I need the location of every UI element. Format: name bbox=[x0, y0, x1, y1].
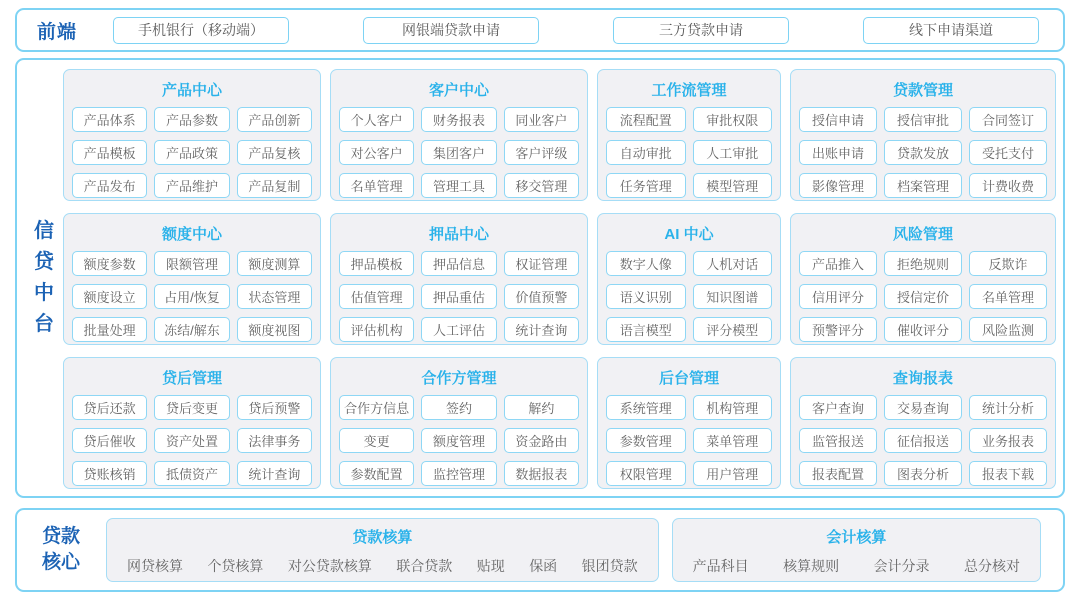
group-title: 合作方管理 bbox=[421, 370, 497, 387]
module-chip: 财务报表 bbox=[421, 107, 496, 132]
group-title: 工作流管理 bbox=[651, 82, 727, 99]
module-chip: 影像管理 bbox=[799, 173, 877, 198]
group-title: 后台管理 bbox=[658, 370, 719, 387]
module-chip: 名单管理 bbox=[339, 173, 414, 198]
module-chip: 评分模型 bbox=[693, 317, 773, 342]
module-chip: 估值管理 bbox=[339, 284, 414, 309]
module-chip: 受托支付 bbox=[969, 140, 1047, 165]
module-chip: 限额管理 bbox=[154, 251, 229, 276]
module-chip: 任务管理 bbox=[606, 173, 686, 198]
group-title: 产品中心 bbox=[161, 82, 222, 99]
group-post-loan-management bbox=[63, 357, 321, 489]
module-chip: 参数配置 bbox=[339, 461, 414, 486]
module-chip: 贷款发放 bbox=[884, 140, 962, 165]
group-items bbox=[606, 251, 772, 342]
frontend-channel: 手机银行（移动端） bbox=[113, 17, 289, 44]
module-chip: 催收评分 bbox=[884, 317, 962, 342]
module-chip: 贷账核销 bbox=[72, 461, 147, 486]
module-chip: 语义识别 bbox=[606, 284, 686, 309]
frontend-band bbox=[15, 8, 1065, 52]
group-collateral-center bbox=[330, 213, 588, 345]
module-chip: 监管报送 bbox=[799, 428, 877, 453]
module-chip: 产品政策 bbox=[154, 140, 229, 165]
module-chip: 权证管理 bbox=[504, 251, 579, 276]
module-chip: 冻结/解东 bbox=[154, 317, 229, 342]
middle-label-char: 台 bbox=[34, 313, 54, 335]
group-title: 客户中心 bbox=[428, 82, 489, 99]
module-chip: 语言模型 bbox=[606, 317, 686, 342]
core-label-line: 核心 bbox=[42, 552, 81, 573]
group-title: AI 中心 bbox=[664, 226, 714, 243]
module-chip: 菜单管理 bbox=[693, 428, 773, 453]
module-chip: 模型管理 bbox=[693, 173, 773, 198]
middle-label-char: 信 bbox=[34, 220, 54, 242]
module-chip: 反欺诈 bbox=[969, 251, 1047, 276]
module-chip: 授信定价 bbox=[884, 284, 962, 309]
frontend-channel: 三方贷款申请 bbox=[613, 17, 789, 44]
module-chip: 客户评级 bbox=[504, 140, 579, 165]
core-label-line: 贷款 bbox=[42, 526, 81, 548]
module-chip: 用户管理 bbox=[693, 461, 773, 486]
module-chip: 贷后预警 bbox=[237, 395, 312, 420]
module-chip: 业务报表 bbox=[969, 428, 1047, 453]
module-chip: 状态管理 bbox=[237, 284, 312, 309]
group-quota-center bbox=[63, 213, 321, 345]
core-item: 贴现 bbox=[476, 558, 505, 574]
module-chip: 人工评估 bbox=[421, 317, 496, 342]
module-chip: 签约 bbox=[421, 395, 496, 420]
module-chip: 变更 bbox=[339, 428, 414, 453]
group-loan-management bbox=[790, 69, 1056, 201]
core-label bbox=[42, 524, 94, 575]
module-chip: 预警评分 bbox=[799, 317, 877, 342]
core-item: 对公贷款核算 bbox=[287, 558, 372, 574]
module-chip: 统计查询 bbox=[504, 317, 579, 342]
module-chip: 人机对话 bbox=[693, 251, 773, 276]
module-chip: 信用评分 bbox=[799, 284, 877, 309]
group-items bbox=[799, 395, 1047, 486]
group-title: 贷后管理 bbox=[161, 370, 222, 387]
module-chip: 审批权限 bbox=[693, 107, 773, 132]
module-chip: 贷后催收 bbox=[72, 428, 147, 453]
group-title: 查询报表 bbox=[892, 370, 953, 387]
module-chip: 征信报送 bbox=[884, 428, 962, 453]
group-backoffice-management bbox=[597, 357, 781, 489]
core-item: 个贷核算 bbox=[207, 558, 264, 574]
core-item: 保函 bbox=[529, 558, 558, 574]
module-chip: 产品创新 bbox=[237, 107, 312, 132]
module-chip: 客户查询 bbox=[799, 395, 877, 420]
module-chip: 统计分析 bbox=[969, 395, 1047, 420]
core-sections bbox=[106, 518, 1041, 582]
module-chip: 产品复核 bbox=[237, 140, 312, 165]
module-chip: 贷后还款 bbox=[72, 395, 147, 420]
core-section-loan-accounting bbox=[106, 518, 659, 582]
module-chip: 拒绝规则 bbox=[884, 251, 962, 276]
module-chip: 资金路由 bbox=[504, 428, 579, 453]
module-chip: 产品发布 bbox=[72, 173, 147, 198]
module-chip: 档案管理 bbox=[884, 173, 962, 198]
module-chip: 产品模板 bbox=[72, 140, 147, 165]
module-chip: 数字人像 bbox=[606, 251, 686, 276]
module-chip: 押品信息 bbox=[421, 251, 496, 276]
module-chip: 额度参数 bbox=[72, 251, 147, 276]
group-items bbox=[72, 107, 312, 198]
group-items bbox=[799, 107, 1047, 198]
module-chip: 授信审批 bbox=[884, 107, 962, 132]
group-workflow-management bbox=[597, 69, 781, 201]
module-chip: 合作方信息 bbox=[339, 395, 414, 420]
module-chip: 报表下载 bbox=[969, 461, 1047, 486]
module-chip: 图表分析 bbox=[884, 461, 962, 486]
core-item: 产品科目 bbox=[692, 558, 749, 574]
core-section-items bbox=[127, 556, 638, 576]
frontend-channel: 线下申请渠道 bbox=[863, 17, 1039, 44]
group-items bbox=[339, 395, 579, 486]
group-title: 风险管理 bbox=[892, 226, 953, 243]
group-items bbox=[606, 395, 772, 486]
module-chip: 名单管理 bbox=[969, 284, 1047, 309]
module-chip: 出账申请 bbox=[799, 140, 877, 165]
middle-label bbox=[30, 216, 58, 340]
module-chip: 押品重估 bbox=[421, 284, 496, 309]
module-chip: 移交管理 bbox=[504, 173, 579, 198]
module-chip: 授信申请 bbox=[799, 107, 877, 132]
core-section-title: 贷款核算 bbox=[352, 529, 413, 546]
core-item: 总分核对 bbox=[963, 558, 1020, 574]
module-chip: 数据报表 bbox=[504, 461, 579, 486]
module-groups bbox=[63, 69, 1056, 489]
group-ai-center bbox=[597, 213, 781, 345]
frontend-label: 前端 bbox=[37, 21, 78, 43]
module-chip: 抵债资产 bbox=[154, 461, 229, 486]
module-chip: 计费收费 bbox=[969, 173, 1047, 198]
core-item: 会计分录 bbox=[873, 558, 930, 574]
group-risk-management bbox=[790, 213, 1056, 345]
core-section-accounting bbox=[672, 518, 1041, 582]
group-customer-center bbox=[330, 69, 588, 201]
module-chip: 人工审批 bbox=[693, 140, 773, 165]
module-chip: 占用/恢复 bbox=[154, 284, 229, 309]
middle-band bbox=[15, 58, 1065, 498]
module-chip: 产品维护 bbox=[154, 173, 229, 198]
module-chip: 批量处理 bbox=[72, 317, 147, 342]
module-chip: 产品体系 bbox=[72, 107, 147, 132]
module-chip: 报表配置 bbox=[799, 461, 877, 486]
module-chip: 个人客户 bbox=[339, 107, 414, 132]
module-chip: 产品复制 bbox=[237, 173, 312, 198]
middle-label-char: 中 bbox=[34, 282, 54, 304]
module-chip: 资产处置 bbox=[154, 428, 229, 453]
middle-label-char: 贷 bbox=[34, 251, 54, 273]
module-chip: 额度测算 bbox=[237, 251, 312, 276]
module-chip: 管理工具 bbox=[421, 173, 496, 198]
module-chip: 机构管理 bbox=[693, 395, 773, 420]
core-item: 核算规则 bbox=[783, 558, 840, 574]
module-chip: 对公客户 bbox=[339, 140, 414, 165]
module-chip: 额度管理 bbox=[421, 428, 496, 453]
module-chip: 法律事务 bbox=[237, 428, 312, 453]
group-items bbox=[339, 107, 579, 198]
group-title: 额度中心 bbox=[161, 226, 222, 243]
module-chip: 额度设立 bbox=[72, 284, 147, 309]
group-items bbox=[72, 395, 312, 486]
module-chip: 流程配置 bbox=[606, 107, 686, 132]
group-items bbox=[72, 251, 312, 342]
module-chip: 参数管理 bbox=[606, 428, 686, 453]
group-product-center bbox=[63, 69, 321, 201]
module-chip: 知识图谱 bbox=[693, 284, 773, 309]
module-chip: 押品模板 bbox=[339, 251, 414, 276]
core-band bbox=[15, 508, 1065, 592]
module-chip: 统计查询 bbox=[237, 461, 312, 486]
core-section-items bbox=[693, 556, 1020, 576]
module-chip: 合同签订 bbox=[969, 107, 1047, 132]
module-chip: 交易查询 bbox=[884, 395, 962, 420]
module-chip: 权限管理 bbox=[606, 461, 686, 486]
module-chip: 风险监测 bbox=[969, 317, 1047, 342]
group-title: 贷款管理 bbox=[892, 82, 953, 99]
module-chip: 评估机构 bbox=[339, 317, 414, 342]
module-chip: 产品参数 bbox=[154, 107, 229, 132]
group-items bbox=[339, 251, 579, 342]
core-item: 网贷核算 bbox=[127, 558, 183, 574]
module-chip: 贷后变更 bbox=[154, 395, 229, 420]
core-item: 银团贷款 bbox=[581, 558, 638, 574]
module-chip: 集团客户 bbox=[421, 140, 496, 165]
group-items bbox=[799, 251, 1047, 342]
module-chip: 自动审批 bbox=[606, 140, 686, 165]
module-chip: 解约 bbox=[504, 395, 579, 420]
frontend-channels bbox=[113, 17, 1039, 44]
frontend-channel: 网银端贷款申请 bbox=[363, 17, 539, 44]
module-chip: 产品推入 bbox=[799, 251, 877, 276]
group-title: 押品中心 bbox=[428, 226, 489, 243]
group-query-reports bbox=[790, 357, 1056, 489]
group-items bbox=[606, 107, 772, 198]
group-partner-management bbox=[330, 357, 588, 489]
core-section-title: 会计核算 bbox=[826, 529, 887, 546]
module-chip: 系统管理 bbox=[606, 395, 686, 420]
module-chip: 同业客户 bbox=[504, 107, 579, 132]
module-chip: 价值预警 bbox=[504, 284, 579, 309]
core-item: 联合贷款 bbox=[396, 558, 453, 574]
module-chip: 监控管理 bbox=[421, 461, 496, 486]
module-chip: 额度视图 bbox=[237, 317, 312, 342]
